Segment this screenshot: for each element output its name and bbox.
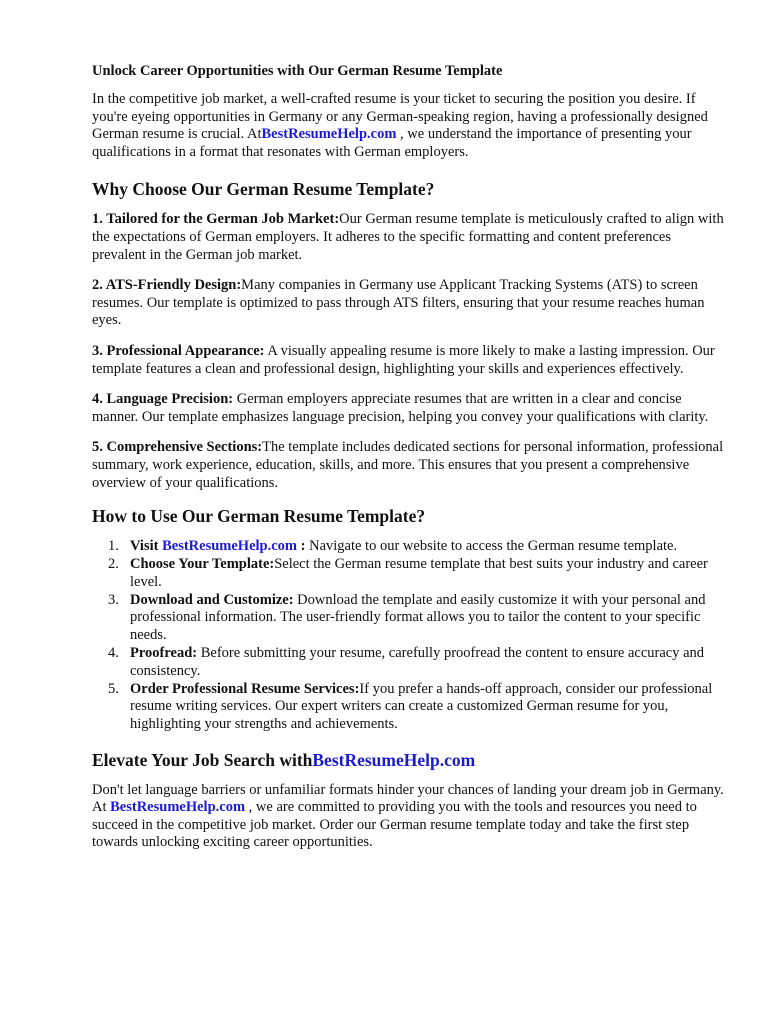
elevate-heading — [92, 749, 728, 771]
intro-paragraph — [92, 91, 728, 161]
reason-5-text: The template includes dedicated sections for personal information, professional summary, work experience, education, skills, and more. This ensures that you present a comprehensive overview of your qualifications. — [92, 439, 724, 491]
reason-1-text: Our German resume template is meticulously crafted to align with the expectations of German employers. It adheres to the specific formatting and content preferences prevalent in the German job market. — [92, 211, 724, 263]
step-1-label-after: : — [297, 538, 306, 555]
reason-3-text: A visually appealing resume is more likely to make a lasting impression. Our template features a clean and professional design, highlighting your skills and experiences effectively. — [92, 342, 715, 377]
step-3-text: Download the template and easily customize it with your personal and professional information. The user-friendly format allows you to tailor the content to your specific needs. — [130, 591, 706, 644]
outro-link[interactable]: BestResumeHelp.com — [110, 799, 246, 816]
reason-3 — [92, 343, 728, 378]
step-4-label: Proofread: — [130, 645, 198, 662]
outro-text-after: , we are committed to providing you with the tools and resources you need to succeed in the competitive job market. Order our German resume template today and take the first step towards unlocking exciting career opportunities. — [92, 799, 697, 851]
reason-2-label: 2. ATS-Friendly Design: — [92, 277, 242, 294]
reason-5 — [92, 439, 728, 492]
steps-list — [92, 538, 728, 734]
elevate-heading-link[interactable]: BestResumeHelp.com — [312, 749, 476, 770]
reason-4-text: German employers appreciate resumes that are written in a clear and concise manner. Our template emphasizes language precision, helping you convey your qualifications with clarity. — [92, 391, 709, 425]
step-3-label: Download and Customize: — [130, 591, 294, 608]
step-1-text: Navigate to our website to access the German resume template. — [305, 538, 678, 555]
intro-text-before: In the competitive job market, a well-crafted resume is your ticket to securing the position you desire. If you're eyeing opportunities in Germany or any German-speaking region, having a professionally designed German resume is crucial. At — [92, 91, 708, 143]
reason-5-label: 5. Comprehensive Sections: — [92, 439, 263, 456]
step-4-text: Before submitting your resume, carefully proofread the content to ensure accuracy and consistency. — [130, 645, 705, 679]
outro-paragraph — [92, 782, 728, 852]
step-1-number: 1. — [108, 538, 119, 555]
reason-4 — [92, 391, 728, 426]
step-1 — [92, 538, 728, 556]
step-1-link[interactable]: BestResumeHelp.com — [162, 538, 297, 555]
reason-2-text: Many companies in Germany use Applicant Tracking Systems (ATS) to screen resumes. Our template is optimized to pass through ATS filters, ensuring that your resume reaches human eyes. — [92, 277, 705, 329]
step-1-label: Visit — [130, 538, 163, 555]
outro-text-before: Don't let language barriers or unfamiliar formats hinder your chances of landing your dream job in Germany. At — [92, 781, 724, 816]
step-2-label: Choose Your Template: — [130, 556, 275, 573]
elevate-heading-text: Elevate Your Job Search with — [92, 749, 313, 770]
reason-4-label: 4. Language Precision: — [92, 391, 234, 408]
reason-1-label: 1. Tailored for the German Job Market: — [92, 211, 340, 228]
step-3 — [92, 592, 728, 645]
reason-2 — [92, 277, 728, 330]
reason-3-label: 3. Professional Appearance: — [92, 342, 265, 359]
step-2 — [92, 556, 728, 591]
step-5-label: Order Professional Resume Services: — [130, 680, 360, 697]
reason-1 — [92, 211, 728, 264]
step-3-number: 3. — [108, 591, 119, 608]
intro-link[interactable]: BestResumeHelp.com — [261, 126, 397, 143]
step-5-text: If you prefer a hands-off approach, consider our professional resume writing services. Our expert writers can create a customized German resume for you, highlighting your strengths and achievements. — [130, 680, 713, 733]
step-2-number: 2. — [108, 556, 119, 573]
step-5 — [92, 681, 728, 734]
how-heading: How to Use Our German Resume Template? — [92, 506, 426, 527]
step-4 — [92, 645, 728, 680]
step-4-number: 4. — [108, 645, 119, 662]
step-5-number: 5. — [108, 680, 119, 697]
step-2-text: Select the German resume template that best suits your industry and career level. — [130, 556, 708, 590]
intro-text-after: , we understand the importance of presenting your qualifications in a format that resonates with German employers. — [92, 126, 692, 160]
why-heading: Why Choose Our German Resume Template? — [92, 179, 435, 200]
document-title: Unlock Career Opportunities with Our German Resume Template — [92, 63, 503, 79]
